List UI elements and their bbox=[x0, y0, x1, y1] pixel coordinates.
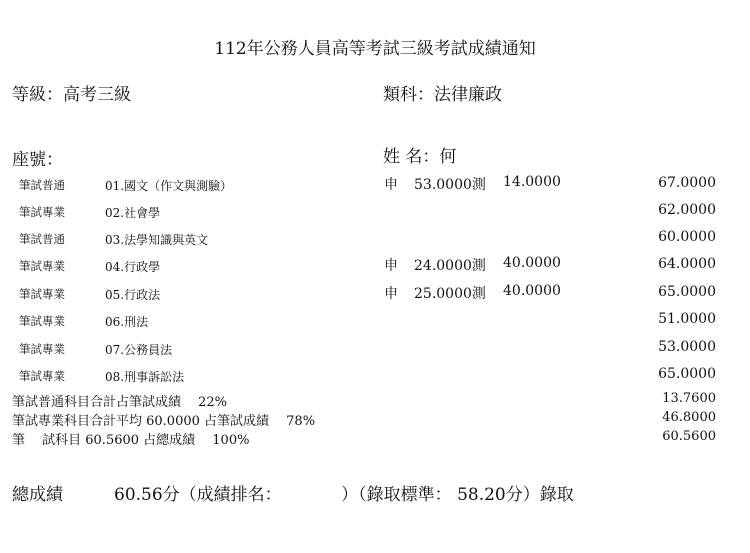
subject-type: 筆試專業 bbox=[19, 287, 65, 301]
subject-score: 65.0000 bbox=[658, 366, 716, 382]
subject-row bbox=[0, 174, 750, 194]
subject-row bbox=[0, 310, 750, 330]
subject-type: 筆試專業 bbox=[19, 259, 65, 273]
summary-text: 筆試普通科目合計占筆試成績 22% bbox=[12, 395, 228, 410]
subject-mark: 申 bbox=[384, 286, 398, 302]
summary-value: 60.5600 bbox=[662, 429, 716, 444]
subject-row bbox=[0, 283, 750, 303]
professional-subjects-summary bbox=[0, 410, 750, 428]
subject-type: 筆試專業 bbox=[19, 342, 65, 356]
subject-part-score-2: 40.0000 bbox=[503, 283, 561, 299]
subject-row bbox=[0, 255, 750, 275]
summary-value: 46.8000 bbox=[662, 410, 716, 425]
subject-name: 01.國文（作文與測驗） bbox=[105, 179, 233, 193]
candidate-name-label: 姓 名：何 bbox=[383, 147, 457, 167]
written-exam-summary bbox=[0, 429, 750, 447]
subject-part-score-1: 25.0000測 bbox=[414, 286, 486, 302]
subject-row bbox=[0, 201, 750, 221]
subject-name: 07.公務員法 bbox=[105, 343, 173, 357]
summary-text: 筆試專業科目合計平均 60.0000 占筆試成績 78% bbox=[12, 414, 316, 429]
subject-name: 05.行政法 bbox=[105, 288, 161, 302]
summary-value: 13.7600 bbox=[662, 391, 716, 406]
subject-name: 08.刑事訴訟法 bbox=[105, 370, 185, 384]
subject-row bbox=[0, 365, 750, 385]
subject-part-score-1: 24.0000測 bbox=[414, 258, 486, 274]
exam-level: 等級：高考三級 bbox=[12, 85, 131, 105]
subject-name: 04.行政學 bbox=[105, 260, 161, 274]
subject-name: 02.社會學 bbox=[105, 206, 161, 220]
subject-score: 67.0000 bbox=[658, 175, 716, 191]
subject-name: 06.刑法 bbox=[105, 315, 149, 329]
subject-row bbox=[0, 338, 750, 358]
subject-score: 65.0000 bbox=[658, 284, 716, 300]
subject-score: 64.0000 bbox=[658, 256, 716, 272]
subject-type: 筆試普通 bbox=[19, 178, 65, 192]
subject-name: 03.法學知識與英文 bbox=[105, 233, 209, 247]
seat-number-label: 座號： bbox=[12, 150, 63, 170]
subject-score: 62.0000 bbox=[658, 202, 716, 218]
subject-score: 60.0000 bbox=[658, 229, 716, 245]
subject-mark: 申 bbox=[384, 177, 398, 193]
subject-mark: 申 bbox=[384, 258, 398, 274]
subject-part-score-2: 40.0000 bbox=[503, 255, 561, 271]
summary-text: 筆 試科目 60.5600 占總成績 100% bbox=[12, 433, 250, 448]
subject-part-score-1: 53.0000測 bbox=[414, 177, 486, 193]
subject-type: 筆試專業 bbox=[19, 314, 65, 328]
subject-score: 51.0000 bbox=[658, 311, 716, 327]
subject-type: 筆試普通 bbox=[19, 232, 65, 246]
exam-category: 類科：法律廉政 bbox=[383, 85, 502, 105]
subject-type: 筆試專業 bbox=[19, 369, 65, 383]
subject-part-score-2: 14.0000 bbox=[503, 174, 561, 190]
page-title: 112年公務人員高等考試三級考試成績通知 bbox=[214, 39, 536, 59]
general-subjects-summary bbox=[0, 391, 750, 409]
subject-score: 53.0000 bbox=[658, 339, 716, 355]
subject-row bbox=[0, 228, 750, 248]
subject-type: 筆試專業 bbox=[19, 205, 65, 219]
total-score-line: 總成績 60.56分（成績排名： ）（錄取標準： 58.20分）錄取 bbox=[12, 485, 574, 505]
